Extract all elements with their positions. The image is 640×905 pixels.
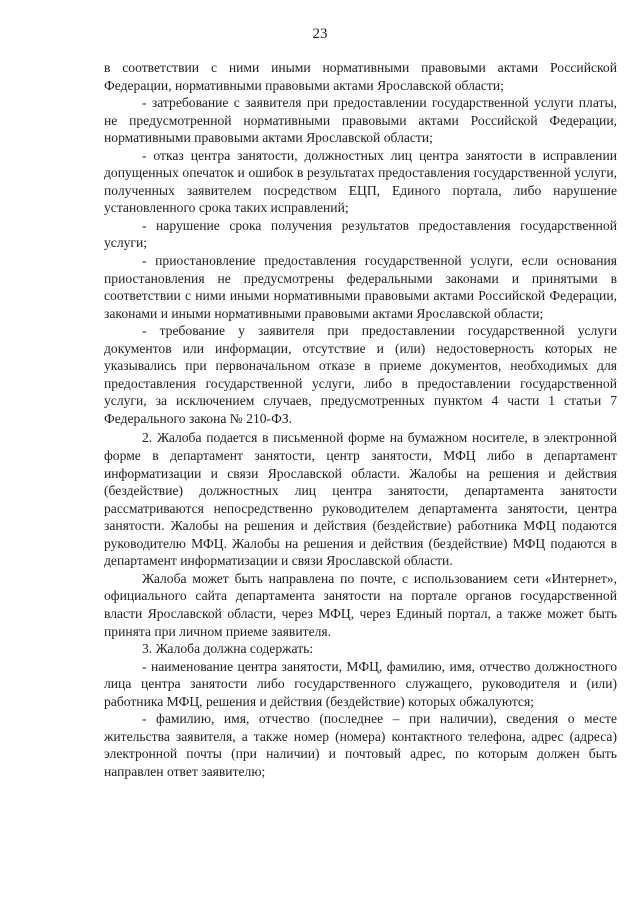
paragraph-complaint-submission: 2. Жалоба подается в письменной форме на бумажном носителе, в электронной форме в департамент занятости, центр занятости, МФЦ либо в департамент информатизации и связи Ярославской области. Жалобы на решения и действия (бездействие) должностных лиц центра занятости, департамента занятости рассматриваются непосредственно руководителем департамента занятости, центра занятости. Жалобы на решения и действия (бездействие) работника МФЦ подаются руководителю МФЦ. Жалобы на решения и действия (бездействие) МФЦ подаются в департамент информатизации и связи Ярославской области. — [104, 430, 617, 569]
page-number: 23 — [312, 26, 328, 42]
list-item-deadline-violation: - нарушение срока получения результатов предоставления государственной услуги; — [104, 217, 617, 251]
list-item-applicant-details: - фамилию, имя, отчество (последнее – при наличии), сведения о месте жительства заявителя, а также номер (номера) контактного телефона, адрес (адреса) электронной почты (при наличии) и почтовый адрес, по которым должен быть направлен ответ заявителю; — [104, 711, 617, 779]
list-item-payment-demand: - затребование с заявителя при предоставлении государственной услуги платы, не предусмотренной нормативными правовыми актами Российской Федерации, нормативными правовыми актами Ярославской области; — [104, 95, 617, 146]
paragraph-continuation: в соответствии с ними иными нормативными правовыми актами Российской Федерации, нормативными правовыми актами Ярославской области; — [104, 60, 617, 93]
paragraph-complaint-contents-heading: 3. Жалоба должна содержать: — [142, 641, 314, 657]
document-body — [104, 59, 617, 780]
paragraph-complaint-channels: Жалоба может быть направлена по почте, с использованием сети «Интернет», официального сайта департамента занятости на портале органов государственной власти Ярославской области, через МФЦ, через Единый портал, а также может быть принята при личном приеме заявителя. — [104, 570, 617, 639]
list-item-suspension: - приостановление предоставления государственной услуги, если основания приостановления не предусмотрены федеральными законами и принятыми в соответствии с ними иными нормативными правовыми актами Российской Федерации, законами и иными нормативными правовыми актами Ярославской области; — [104, 253, 617, 321]
list-item-respondent-name: - наименование центра занятости, МФЦ, фамилию, имя, отчество должностного лица центра занятости либо государственного служащего, руководителя и (или) работника МФЦ, решения и действия (бездействие) которых обжалуются; — [104, 658, 617, 709]
list-item-correction-refusal: - отказ центра занятости, должностных лиц центра занятости в исправлении допущенных опечаток и ошибок в результатах предоставления государственной услуги, полученных заявителем посредством ЕЦП, Единого портала, либо нарушение установленного срока таких исправлений; — [104, 147, 617, 216]
list-item-documents-demand: - требование у заявителя при предоставлении государственной услуги документов или информации, отсутствие и (или) недостоверность которых не указывались при первоначальном отказе в приеме документов, необходимых для предоставления государственной услуги, либо в предоставлении государственной услуги, за исключением случаев, предусмотренных пунктом 4 части 1 статьи 7 Федерального закона № 210-ФЗ. — [104, 323, 617, 426]
